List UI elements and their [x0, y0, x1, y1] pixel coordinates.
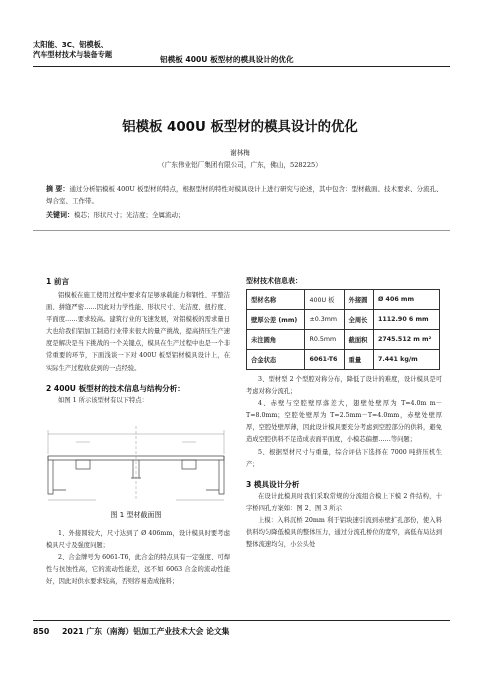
section-1-paragraph: 铝模板在施工使用过程中要求有足够承载能力和钢性、平整洁面、拼缝严密……因此对力学性能、形状尺寸、光洁度、扭拧度、平面度……要求较高。建筑行业的飞速发展，对铝模板的需求量日大也给我们铝加工制造行业带来很大的量产挑战，提高挤压生产速度是解决是当下挑战的一个关键点，模具在生产过程中也是一个非常重要的环节，下面浅谈一下对 400U 板型铝材模具设计上，在实际生产过程收获到的一点经验。 — [46, 292, 230, 372]
spec-key: 型材名称 — [247, 290, 305, 310]
spec-key: 重量 — [344, 350, 374, 370]
spec-value: 6061-T6 — [305, 350, 344, 370]
right-column — [246, 276, 442, 551]
conference-name: 2021 广东（南海）铝加工产业技术大会 论文集 — [62, 627, 230, 636]
abstract-label: 摘 要： — [46, 185, 70, 193]
header-topic-line2: 汽车型材技术与装备专题 — [33, 49, 113, 59]
spec-table — [246, 289, 440, 370]
running-header-title: 铝模板 400U 板型材的模具设计的优化 — [160, 55, 294, 64]
spec-row — [247, 310, 440, 330]
footer-rule — [33, 620, 450, 621]
point-1: 1、外接圆较大，尺寸达到了 Ø 406mm，设计模具时要考虑模具尺寸及强度问题； — [46, 530, 230, 550]
left-column — [46, 276, 230, 407]
spec-value: R0.5mm — [305, 330, 344, 350]
point-4: 4、赤壁与空腔壁厚落差大，翅壁处壁厚为 T=4.0m m－T=8.0mm；空腔处壁厚为 T=2.5mm－T=4.0mm，赤壁处壁厚厚，空腔处壁厚薄，因此设计模具要充分考虑到空腔部分的供料，避免造成空腔供料不足造成表面平面度，小模芯偏摆……等问题； — [246, 400, 442, 444]
point-2: 2、合金牌号为 6061-T6，此合金的特点具有一定强度、可焊性与抗蚀性高，它的流动性能差，远不如 6063 合金的流动性能好，因此对供水要求较高，否则容易造成拖料； — [46, 554, 230, 586]
spec-value: 400U 板 — [305, 290, 344, 310]
spec-value: Ø 406 mm — [374, 290, 440, 310]
section-2-intro: 如图 1 所示该型材有以下特点： — [58, 396, 148, 404]
spec-value: 7.441 kg/m — [374, 350, 440, 370]
spec-value: 1112.90 6 mm — [374, 310, 440, 330]
figure-1 — [36, 420, 236, 505]
running-header-topic — [33, 40, 153, 59]
page-number: 850 — [33, 627, 50, 636]
spec-table-title: 型材技术信息表： — [246, 277, 302, 285]
keywords-label: 关键词： — [46, 211, 74, 219]
spec-value: ±0.3mm — [305, 310, 344, 330]
header-rule — [33, 66, 450, 67]
spec-key: 截面积 — [344, 330, 374, 350]
spec-row — [247, 330, 440, 350]
header-topic-line1: 太阳能、3C、铝模板、 — [33, 40, 108, 49]
abstract-text: 通过分析铝模板 400U 板型材的特点，根据型材的特性对模具设计上进行研究与论述，其中包含：型材截面、技术要求、分流孔、焊合室、工作带。 — [46, 185, 443, 206]
left-column-continued — [46, 528, 230, 588]
spec-row — [247, 290, 440, 310]
spec-row — [247, 350, 440, 370]
figure-1-caption: 图 1 型材截面图 — [110, 511, 162, 519]
spec-key: 未注圆角 — [247, 330, 305, 350]
keywords-text: 模芯；形状尺寸；光洁度；全属流动； — [74, 211, 185, 219]
section-3-paragraph-1: 在设计此模具时我们采取常规的分流组合模上下模 2 件结构，十字桥四孔方案如：图 2、图 3 所示 — [246, 492, 442, 512]
paper-title: 铝模板 400U 板型材的模具设计的优化 — [122, 120, 358, 135]
spec-key: 壁厚公差 (mm) — [247, 310, 305, 330]
spec-value: 2745.512 m m² — [374, 330, 440, 350]
keywords — [46, 209, 446, 221]
abstract-divider — [33, 230, 450, 231]
section-2-heading: 2 400U 板型材的技术信息与结构分析： — [46, 383, 185, 393]
point-5: 5、根据型材尺寸与重量，综合评估下选择在 7000 吨挤压机生产； — [246, 448, 442, 468]
section-3-heading: 3 模具设计分析 — [246, 479, 300, 489]
footer — [33, 626, 229, 637]
spec-key: 合金状态 — [247, 350, 305, 370]
profile-cross-section-drawing — [36, 420, 236, 505]
spec-key: 外接圆 — [344, 290, 374, 310]
section-3-paragraph-2: 上模：入料沉桥 20mm 利于铝块速引流到赤壁扩孔部份，使入料供料均匀降低模具的整体压力，通过分流孔桥位的宽窄，高低布局达到整体流速均匀，小公头处 — [246, 516, 442, 549]
affiliation: （广东伟业铝厂集团有限公司，广东，佛山，528225） — [158, 161, 322, 169]
spec-key: 全周长 — [344, 310, 374, 330]
abstract — [46, 183, 446, 208]
author: 谢林梅 — [230, 149, 250, 157]
point-3: 3、型材型 2 个型腔对称分布，降低了设计的难度，设计模具是可考虑对称分流孔； — [246, 376, 442, 396]
section-1-heading: 1 前言 — [46, 277, 70, 286]
